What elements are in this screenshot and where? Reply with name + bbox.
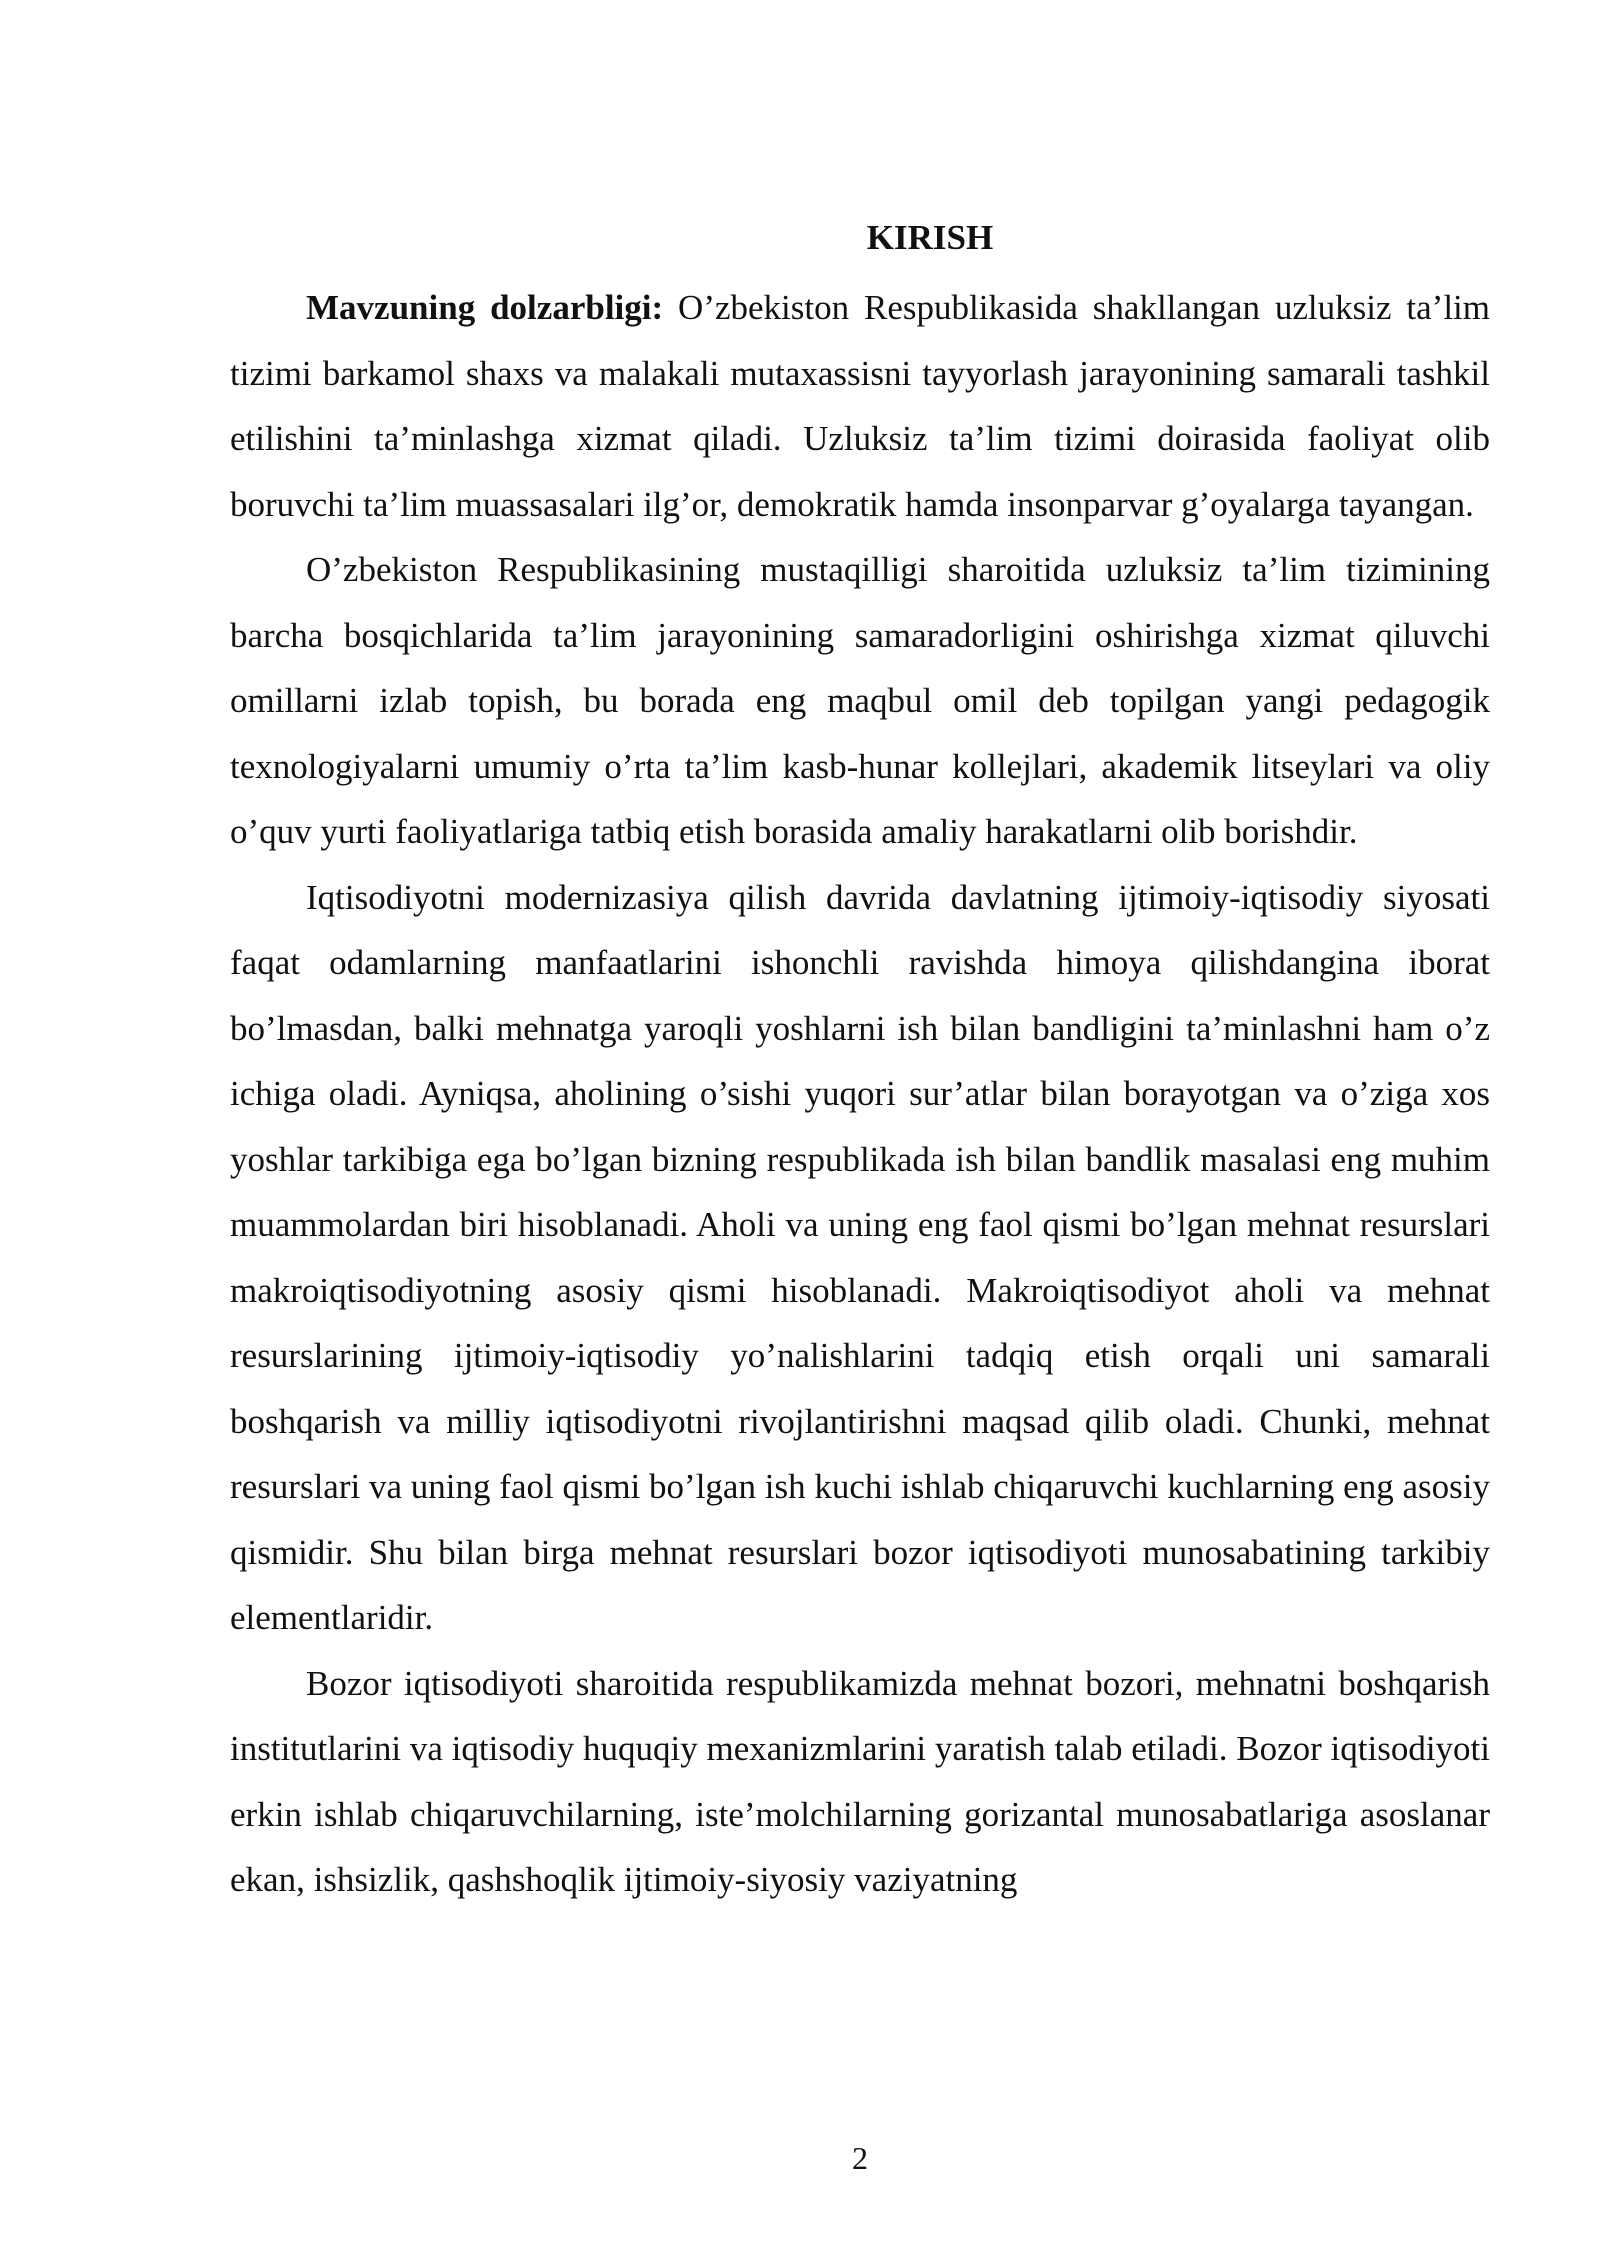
- paragraph-lead: Mavzuning dolzarbligi:: [306, 288, 664, 327]
- paragraph-independence: O’zbekiston Respublikasining mustaqilligi sharoitida uzluksiz ta’lim tizimining barcha bosqichlarida ta’lim jarayonining samaradorligini oshirishga xizmat qiluvchi omillarni izlab topish, bu borada eng maqbul omil deb topilgan yangi pedagogik texnologiyalarni umumiy o’rta ta’lim kasb-hunar kollejlari, akademik litseylari va oliy o’quv yurti faoliyatlariga tatbiq etish borasida amaliy harakatlarni olib borishdir.: [230, 550, 1490, 851]
- section-heading: KIRISH: [866, 218, 994, 257]
- paragraph-economy: Iqtisodiyotni modernizasiya qilish davrida davlatning ijtimoiy-iqtisodiy siyosati faqat odamlarning manfaatlarini ishonchli ravishda himoya qilishdangina iborat bo’lmasdan, balki mehnatga yaroqli yoshlarni ish bilan bandligini ta’minlashni ham o’z ichiga oladi. Ayniqsa, aholining o’sishi yuqori sur’atlar bilan borayotgan va o’ziga xos yoshlar tarkibiga ega bo’lgan bizning respublikada ish bilan bandlik masalasi eng muhim muammolardan biri hisoblanadi. Aholi va uning eng faol qismi bo’lgan mehnat resurslari makroiqtisodiyotning asosiy qismi hisoblanadi. Makroiqtisodiyot aholi va mehnat resurslarining ijtimoiy-iqtisodiy yo’nalishlarini tadqiq etish orqali uni samarali boshqarish va milliy iqtisodiyotni rivojlantirishni maqsad qilib oladi. Chunki, mehnat resurslari va uning faol qismi bo’lgan ish kuchi ishlab chiqaruvchi kuchlarning eng asosiy qismidir. Shu bilan birga mehnat resurslari bozor iqtisodiyoti munosabatining tarkibiy elementlaridir.: [230, 877, 1490, 1637]
- paragraph-relevance: [230, 275, 1490, 537]
- document-page: [230, 215, 1490, 1913]
- paragraph-market: Bozor iqtisodiyoti sharoitida respublikamizda mehnat bozori, mehnatni boshqarish institutlarini va iqtisodiy huquqiy mexanizmlarini yaratish talab etiladi. Bozor iqtisodiyoti erkin ishlab chiqaruvchilarning, iste’molchilarning gorizantal munosabatlariga asoslanar ekan, ishsizlik, qashshoqlik ijtimoiy-siyosiy vaziyatning: [230, 1663, 1490, 1899]
- page-number: 2: [852, 2140, 868, 2176]
- paragraph-text: O’zbekiston Respublikasida shakllangan uzluksiz ta’lim tizimi barkamol shaxs va malakali mutaxassisni tayyorlash jarayonining samarali tashkil etilishini ta’minlashga xizmat qiladi. Uzluksiz ta’lim tizimi doirasida faoliyat olib boruvchi ta’lim muassasalari ilg’or, demokratik hamda insonparvar g’oyalarga tayangan.: [230, 288, 1490, 524]
